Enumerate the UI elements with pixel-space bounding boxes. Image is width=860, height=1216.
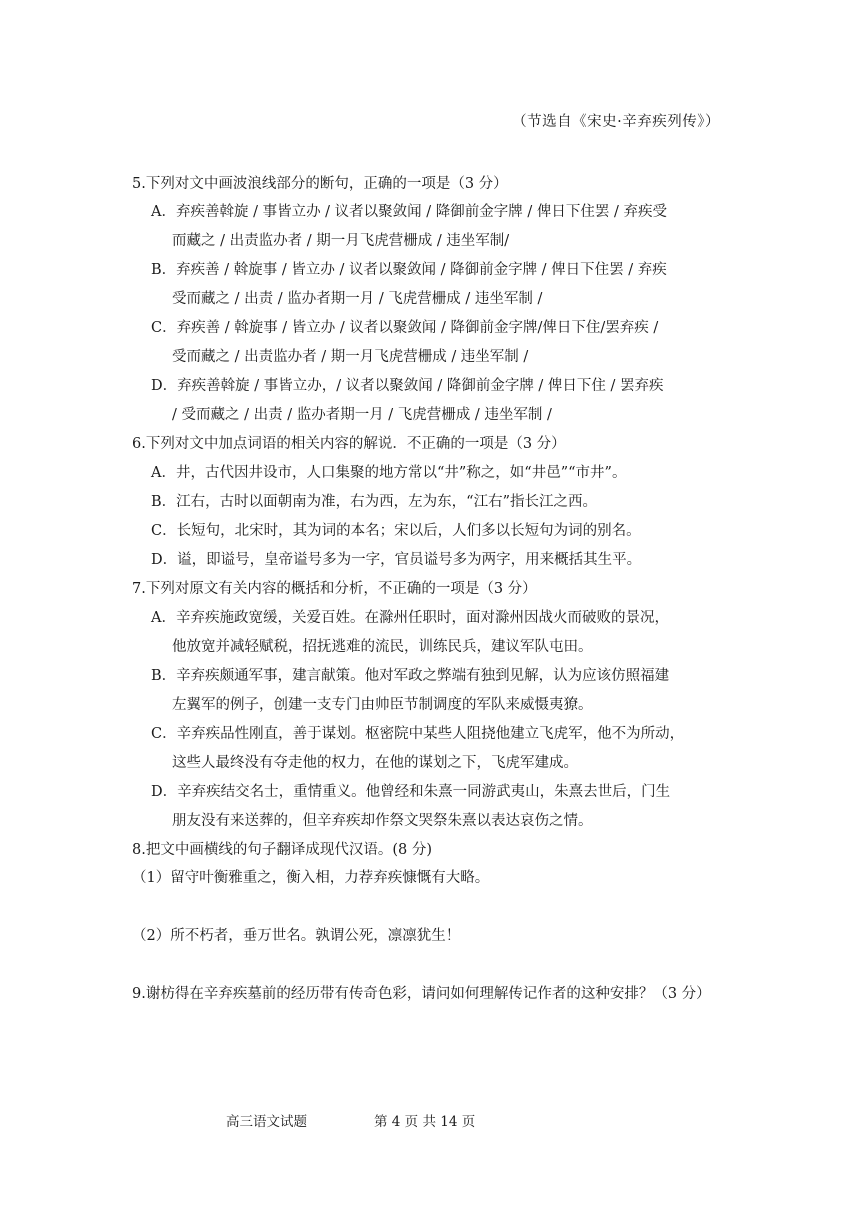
q6-option-b: B．江右，古时以面朝南为准，右为西，左为东，“江右”指长江之西。: [151, 494, 597, 510]
q6-option-d: D．谥，即谥号，皇帝谥号多为一字，官员谥号多为两字，用来概括其生平。: [151, 552, 642, 568]
footer-subject: 高三语文试题: [226, 1114, 307, 1130]
q6-option-a: A．井，古代因井设市，人口集聚的地方常以“井”称之，如“井邑”“市井”。: [151, 465, 627, 481]
q5-option-d: D．弃疾善斡旋 / 事皆立办，/ 议者以聚敛闻 / 降御前金字牌 / 俾日下住 / 罢弃疾: [151, 378, 664, 394]
q7-option-b-cont: 左翼军的例子，创建一支专门由帅臣节制调度的军队来威慑夷獠。: [172, 697, 593, 713]
q5-option-d-cont: / 受而藏之 / 出责 / 监办者期一月 / 飞虎营栅成 / 违坐军制 /: [172, 407, 552, 423]
q7-option-c-cont: 这些人最终没有夺走他的权力，在他的谋划之下，飞虎军建成。: [172, 755, 578, 771]
q5-option-c: C．弃疾善 / 斡旋事 / 皆立办 / 议者以聚敛闻 / 降御前金字牌/俾日下住/罢弃疾 /: [151, 320, 659, 336]
q5-option-a: A．弃疾善斡旋 / 事皆立办 / 议者以聚敛闻 / 降御前金字牌 / 俾日下住罢 / 弃疾受: [151, 204, 667, 220]
footer-page-info: 第 4 页 共 14 页: [374, 1114, 476, 1130]
question-5-stem: 5.下列对文中画波浪线部分的断句，正确的一项是（3 分）: [132, 176, 508, 192]
question-8-stem: 8.把文中画横线的句子翻译成现代汉语。(8 分): [132, 842, 432, 858]
q5-option-a-cont: 而藏之 / 出责监办者 / 期一月飞虎营栅成 / 违坐军制/: [172, 233, 510, 249]
q7-option-d: D．辛弃疾结交名士，重情重义。他曾经和朱熹一同游武夷山，朱熹去世后，门生: [151, 784, 671, 800]
q7-option-a-cont: 他放宽并减轻赋税，招抚逃难的流民，训练民兵，建议军队屯田。: [172, 639, 593, 655]
q7-option-c: C．辛弃疾品性刚直，善于谋划。枢密院中某些人阻挠他建立飞虎军，他不为所动，: [151, 726, 685, 742]
q5-option-b-cont: 受而藏之 / 出责 / 监办者期一月 / 飞虎营栅成 / 违坐军制 /: [172, 291, 543, 307]
q8-sentence-1: （1）留守叶衡雅重之，衡入相，力荐弃疾慷慨有大略。: [132, 870, 490, 886]
q5-option-b: B．弃疾善 / 斡旋事 / 皆立办 / 议者以聚敛闻 / 降御前金字牌 / 俾日下住罢 / 弃疾: [151, 262, 667, 278]
source-note: （节选自《宋史·辛弃疾列传》）: [512, 114, 720, 130]
question-9-stem: 9.谢枋得在辛弃疾墓前的经历带有传奇色彩，请问如何理解传记作者的这种安排？（3 分）: [132, 986, 711, 1002]
q6-option-c: C．长短句，北宋时，其为词的本名；宋以后，人们多以长短句为词的别名。: [151, 523, 641, 539]
q5-option-c-cont: 受而藏之 / 出责监办者 / 期一月飞虎营栅成 / 违坐军制 /: [172, 349, 529, 365]
q7-option-a: A．辛弃疾施政宽缓，关爱百姓。在滁州任职时，面对滁州因战火而破败的景况，: [151, 610, 669, 626]
q7-option-b: B．辛弃疾颇通军事，建言献策。他对军政之弊端有独到见解，认为应该仿照福建: [151, 668, 670, 684]
question-7-stem: 7.下列对原文有关内容的概括和分析，不正确的一项是（3 分）: [132, 581, 537, 597]
q7-option-d-cont: 朋友没有来送葬的，但辛弃疾却作祭文哭祭朱熹以表达哀伤之情。: [172, 813, 593, 829]
question-6-stem: 6.下列对文中加点词语的相关内容的解说．不正确的一项是（3 分）: [132, 436, 566, 452]
q8-sentence-2: （2）所不朽者，垂万世名。孰谓公死，凛凛犹生！: [132, 928, 461, 944]
